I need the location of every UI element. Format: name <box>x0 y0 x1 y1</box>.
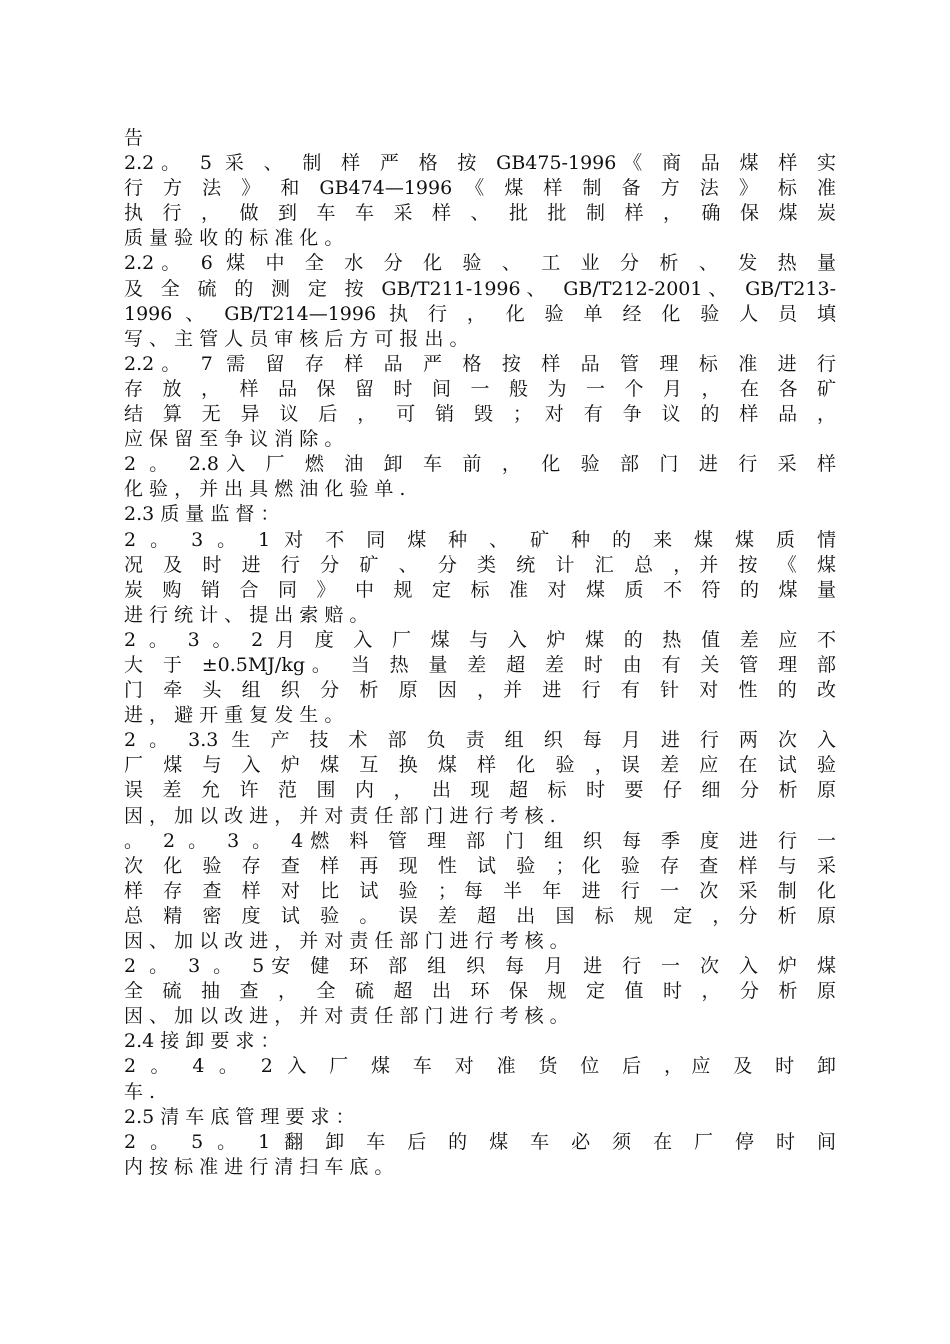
text-line: 次 化 验 存 查 样 再 现 性 试 验 ；化 验 存 查 样 与 采 <box>124 854 836 877</box>
text-line: 执 行 ， 做 到 车 车 采 样 、 批 批 制 样 ， 确 保 煤 炭 <box>124 202 836 225</box>
text-line: 2 。 2.8入 厂 燃 油 卸 车 前 ， 化 验 部 门 进 行 采 样 <box>124 453 836 476</box>
text-line: 门 牵 头 组 织 分 析 原 因 ，并 进 行 有 针 对 性 的 改 <box>124 679 836 702</box>
text-line: 及 全 硫 的 测 定 按 GB/T211-1996、 GB/T212-2001、 GB/T213- <box>124 277 836 300</box>
text-line: 2.2。 6 煤 中 全 水 分 化 验 、 工 业 分 析 、 发 热 量 <box>124 252 836 275</box>
text-line: 写 、 主 管 人 员 审 核 后 方 可 报 出 。 <box>124 327 469 350</box>
text-line: 炭 购 销 合 同 》 中 规 定 标 准 对 煤 质 不 符 的 煤 量 <box>124 578 836 601</box>
text-line: 因 、 加 以 改 进 ， 并 对 责 任 部 门 进 行 考 核 。 <box>124 930 569 952</box>
text-line: 2.2。 5 采 、 制 样 严 格 按 GB475-1996《 商 品 煤 样 实 <box>124 152 836 175</box>
text-line: 车 . <box>124 1080 156 1103</box>
text-line: 2.2。 7 需 留 存 样 品 严 格 按 样 品 管 理 标 准 进 行 <box>124 352 836 375</box>
text-line: 行 方 法 》 和 GB474—1996 《 煤 样 制 备 方 法 》 标 准 <box>124 177 836 200</box>
text-line: 2.5 清 车 底 管 理 要 求 ： <box>124 1105 355 1128</box>
text-line: 2 。 5 。 1 翻 卸 车 后 的 煤 车 必 须 在 厂 停 时 间 <box>124 1130 836 1153</box>
text-line: 结 算 无 异 议 后 ， 可 销 毁 ； 对 有 争 议 的 样 品 ， <box>124 403 836 426</box>
text-line: 误 差 允 许 范 围 内 ， 出 现 超 标 时 要 仔 细 分 析 原 <box>124 779 836 802</box>
text-line: 因 ， 加 以 改 进 ， 并 对 责 任 部 门 进 行 考 核 . <box>124 804 556 827</box>
text-line: 化 验 ， 并 出 具 燃 油 化 验 单 . <box>124 478 406 501</box>
text-line: 2.3 质 量 监 督 ： <box>124 503 280 526</box>
text-line: 应 保 留 至 争 议 消 除 。 <box>124 428 344 451</box>
text-line: 存 放 ， 样 品 保 留 时 间 一 般 为 一 个 月 ， 在 各 矿 <box>124 377 836 400</box>
text-line: 全 硫 抽 查 ， 全 硫 超 出 环 保 规 定 值 时 ， 分 析 原 <box>124 980 836 1003</box>
text-line: 2 。 3 。 5安 健 环 部 组 织 每 月 进 行 一 次 入 炉 煤 <box>124 955 836 978</box>
document-body <box>124 126 836 1180</box>
text-line: 告 <box>124 127 144 149</box>
text-line: 2 。 3 。 2 月 度 入 厂 煤 与 入 炉 煤 的 热 值 差 应 不 <box>124 628 836 651</box>
text-line: 内 按 标 准 进 行 清 扫 车 底 。 <box>124 1155 394 1178</box>
text-line: 因 、 加 以 改 进 ， 并 对 责 任 部 门 进 行 考 核 。 <box>124 1005 569 1028</box>
text-line: 2.4 接 卸 要 求 ： <box>124 1030 280 1053</box>
text-line: 进 ， 避 开 重 复 发 生 。 <box>124 704 344 727</box>
text-line: 样 存 查 样 对 比 试 验 ；每 半 年 进 行 一 次 采 制 化 <box>124 879 836 902</box>
text-line: 进 行 统 计 、 提 出 索 赔 。 <box>124 603 369 626</box>
text-line: 。 2 。 3 。 4燃 料 管 理 部 门 组 织 每 季 度 进 行 一 <box>124 829 836 852</box>
text-line: 1996 、 GB/T214—1996 执 行 ， 化 验 单 经 化 验 人 员 填 <box>124 302 836 325</box>
text-line: 总 精 密 度 试 验 。 误 差 超 出 国 标 规 定 ，分 析 原 <box>124 904 836 927</box>
text-line: 厂 煤 与 入 炉 煤 互 换 煤 样 化 验 ，误 差 应 在 试 验 <box>124 754 836 777</box>
text-line: 况 及 时 进 行 分 矿 、 分 类 统 计 汇 总 ，并 按 《 煤 <box>124 553 836 576</box>
text-line: 2 。 3.3 生 产 技 术 部 负 责 组 织 每 月 进 行 两 次 入 <box>124 729 836 752</box>
text-line: 大 于 ±0.5MJ/kg。 当 热 量 差 超 差 时 由 有 关 管 理 部 <box>124 653 836 676</box>
text-line: 2 。 4 。 2 入 厂 煤 车 对 准 货 位 后 ，应 及 时 卸 <box>124 1055 836 1078</box>
text-line: 2 。 3 。 1 对 不 同 煤 种 、 矿 种 的 来 煤 煤 质 情 <box>124 528 836 551</box>
text-line: 质 量 验 收 的 标 准 化 。 <box>124 227 344 250</box>
